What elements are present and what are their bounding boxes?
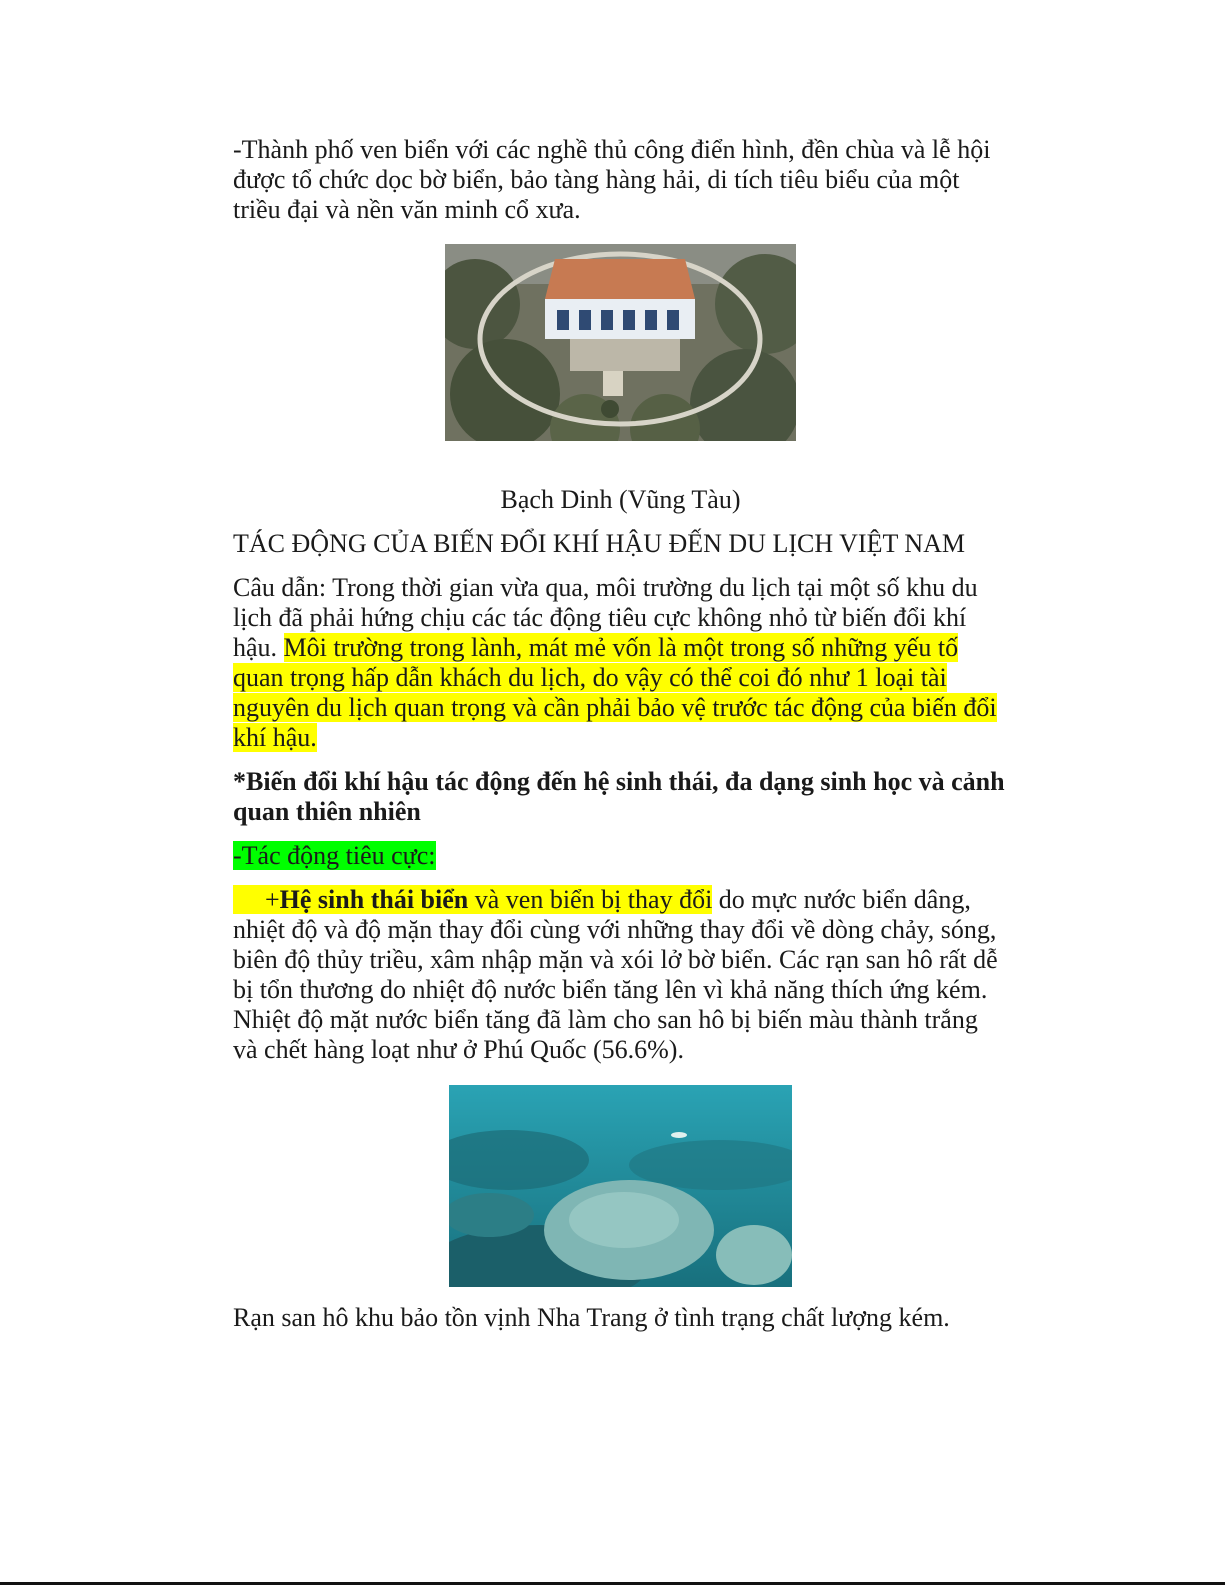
item-highlight	[233, 885, 712, 914]
marine-ecosystem-paragraph	[233, 885, 1008, 1065]
negative-impact-label	[233, 841, 1008, 871]
document-page	[233, 135, 1008, 1333]
lead-highlight: Môi trường trong lành, mát mẻ vốn là một trong số những yếu tố quan trọng hấp dẫn khách du lịch, do vậy có thể coi đó như 1 loại tài nguyên du lịch quan trọng và cần phải bảo vệ trước tác động của biến đổi khí hậu.	[233, 633, 997, 752]
item-highlight-rest: và ven biển bị thay đổi	[468, 885, 713, 914]
bach-dinh-photo	[445, 244, 796, 441]
item-rest: do mực nước biển dâng, nhiệt độ và độ mặn thay đổi cùng với những thay đổi về dòng chảy, sóng, biên độ thủy triều, xâm nhập mặn và xói lở bờ biển. Các rạn san hô rất dễ bị tổn thương do nhiệt độ nước biển tăng lên vì khả năng thích ứng kém. Nhiệt độ mặt nước biển tăng đã làm cho san hô bị biến màu thành trắng và chết hàng loạt như ở Phú Quốc (56.6%).	[233, 885, 998, 1064]
lead-plain: Câu dẫn: Trong thời gian vừa qua, môi trường du lịch tại một số khu du lịch đã phải hứng chịu các tác động tiêu cực không nhỏ từ biến đổi khí hậu.	[233, 573, 978, 662]
item-prefix: +	[265, 885, 280, 914]
intro-paragraph: -Thành phố ven biển với các nghề thủ công điển hình, đền chùa và lễ hội được tổ chức dọc bờ biển, bảo tàng hàng hải, di tích tiêu biểu của một triều đại và nền văn minh cổ xưa.	[233, 135, 991, 224]
bach-dinh-caption: Bạch Dinh (Vũng Tàu)	[500, 485, 741, 514]
bach-dinh-image	[445, 244, 796, 441]
lead-paragraph	[233, 573, 1008, 753]
impact-heading: *Biến đổi khí hậu tác động đến hệ sinh thái, đa dạng sinh học và cảnh quan thiên nhiên	[233, 767, 1005, 826]
coral-reef-image	[449, 1085, 792, 1287]
negative-impact-text: -Tác động tiêu cực:	[233, 841, 436, 870]
item-bold: Hệ sinh thái biển	[279, 885, 469, 914]
coral-reef-photo	[449, 1085, 792, 1287]
section-title: TÁC ĐỘNG CỦA BIẾN ĐỔI KHÍ HẬU ĐẾN DU LỊCH VIỆT NAM	[233, 529, 966, 558]
coral-reef-caption: Rạn san hô khu bảo tồn vịnh Nha Trang ở tình trạng chất lượng kém.	[233, 1303, 950, 1332]
